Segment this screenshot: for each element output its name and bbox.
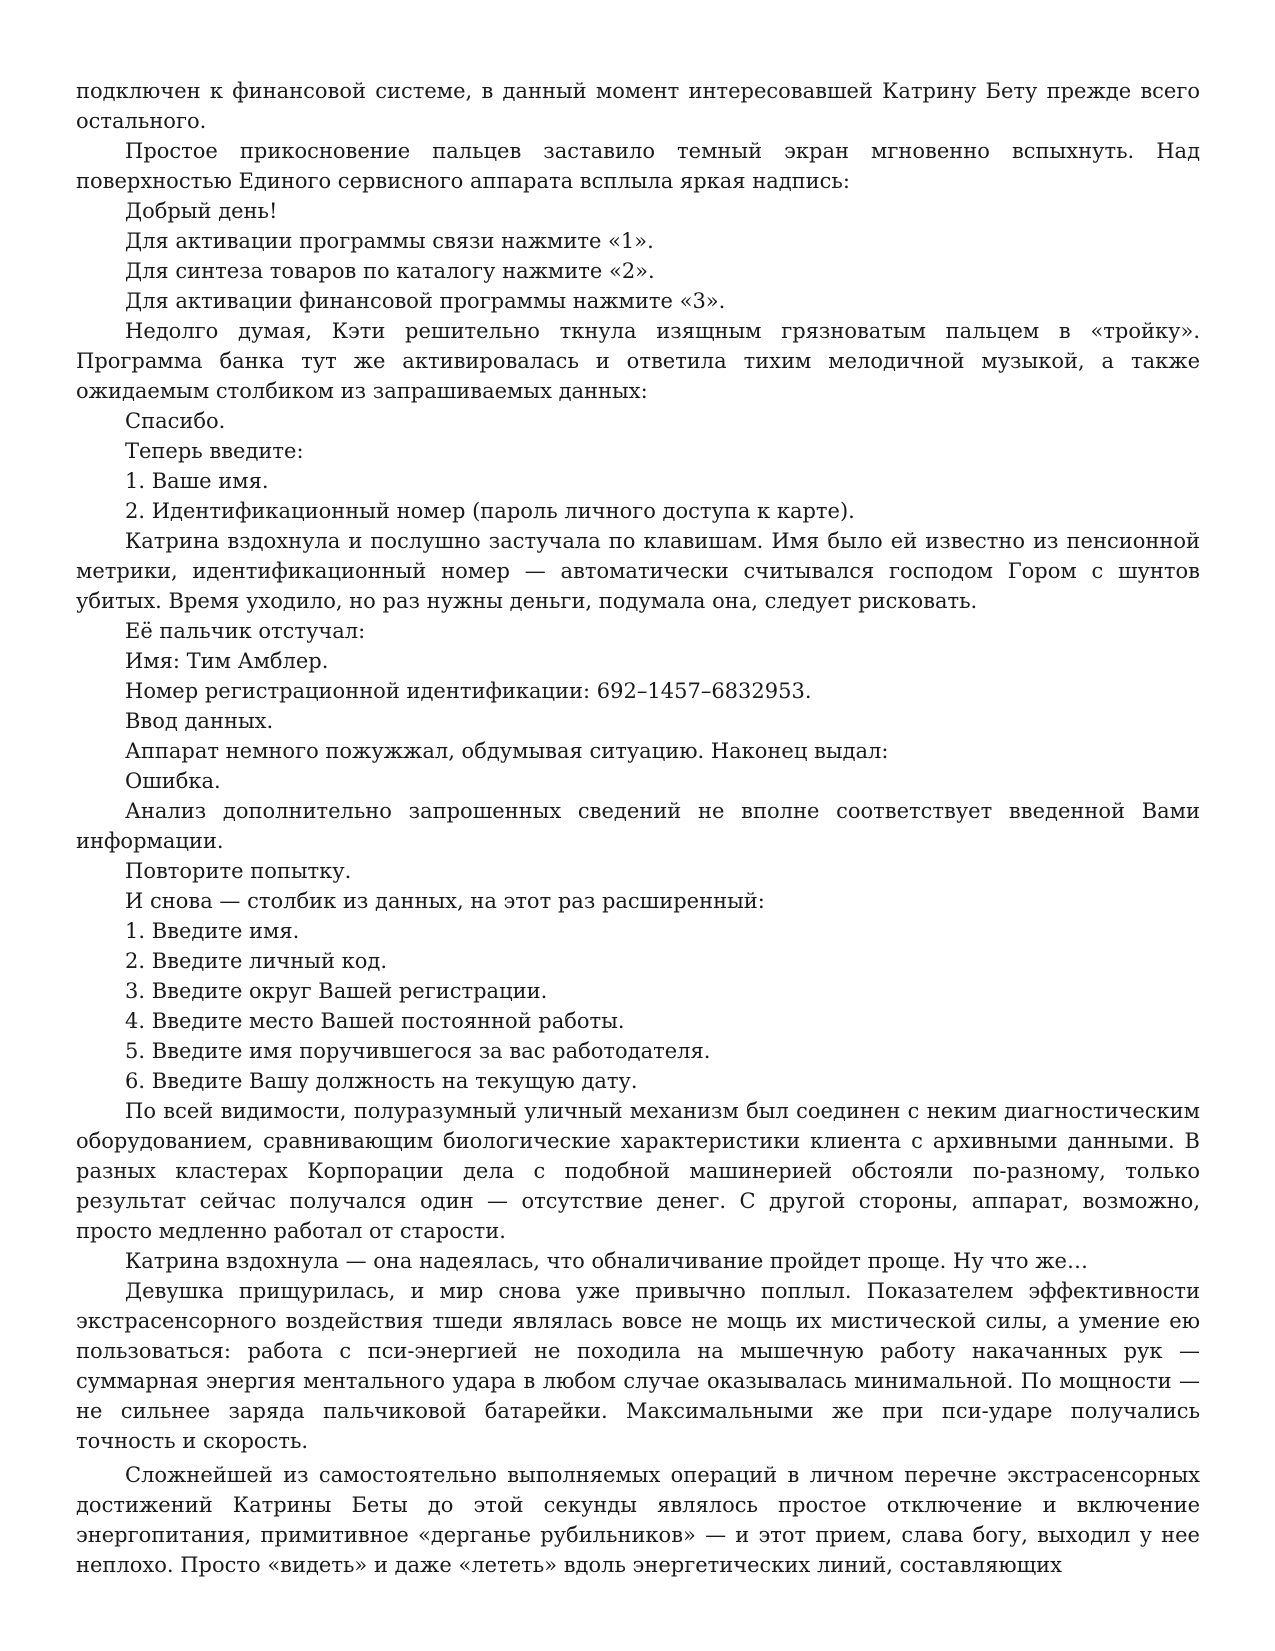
screen-message-line: Анализ дополнительно запрошенных сведений не вполне соответствует введенной Вами информации.	[76, 799, 1200, 853]
paragraph: Недолго думая, Кэти решительно ткнула изящным грязноватым пальцем в «тройку». Программа банка тут же активировалась и ответила тихим мелодичной музыкой, а также ожидаемым столбиком из запрашиваемых данных:	[76, 319, 1200, 403]
screen-message-line: Теперь введите:	[125, 439, 304, 463]
paragraph: Катрина вздохнула и послушно застучала по клавишам. Имя было ей известно из пенсионной метрики, идентификационный номер — автоматически считывался господом Гором с шунтов убитых. Время уходило, но раз нужны деньги, подумала она, следует рисковать.	[76, 529, 1200, 613]
list-item: 3. Введите округ Вашей регистрации.	[125, 979, 548, 1003]
screen-message-line: Добрый день!	[125, 199, 278, 223]
paragraph: Сложнейшей из самостоятельно выполняемых операций в личном перечне экстрасенсорных достижений Катрины Беты до этой секунды являлось простое отключение и включение энергопитания, примитивное «дерганье рубильников» — и этот прием, слава богу, выходил у нее неплохо. Просто «видеть» и даже «лететь» вдоль энергетических линий, составляющих	[76, 1463, 1200, 1577]
screen-message-line: Спасибо.	[125, 409, 226, 433]
list-item: 5. Введите имя поручившегося за вас работодателя.	[125, 1039, 711, 1063]
paragraph: Аппарат немного пожужжал, обдумывая ситуацию. Наконец выдал:	[125, 739, 889, 763]
screen-message-line: Для активации финансовой программы нажмите «3».	[125, 289, 726, 313]
screen-message-line: Номер регистрационной идентификации: 692–1457–6832953.	[125, 679, 812, 703]
paragraph: По всей видимости, полуразумный уличный механизм был соединен с неким диагностическим оборудованием, сравнивающим биологические характеристики клиента с архивными данными. В разных кластерах Корпорации дела с подобной машинерией обстояли по-разному, только результат сейчас получался один — отсутствие денег. С другой стороны, аппарат, возможно, просто медленно работал от старости.	[76, 1099, 1200, 1243]
paragraph: подключен к финансовой системе, в данный момент интересовавшей Катрину Бету прежде всего остального.	[76, 79, 1200, 133]
list-item: 6. Введите Вашу должность на текущую дату.	[125, 1069, 638, 1093]
list-item: 2. Введите личный код.	[125, 949, 388, 973]
paragraph: Девушка прищурилась, и мир снова уже привычно поплыл. Показателем эффективности экстрасенсорного воздействия тшеди являлась вовсе не мощь их мистической силы, а умение ею пользоваться: работа с пси-энергией не походила на мышечную работу накачанных рук — суммарная энергия ментального удара в любом случае оказывалась минимальной. По мощности — не сильнее заряда пальчиковой батарейки. Максимальными же при пси-ударе получались точность и скорость.	[76, 1279, 1200, 1453]
document-page	[76, 76, 1200, 1580]
screen-message-line: Для активации программы связи нажмите «1».	[125, 229, 654, 253]
screen-message-line: Ошибка.	[125, 769, 221, 793]
paragraph: Её пальчик отстучал:	[125, 619, 366, 643]
list-item: 1. Введите имя.	[125, 919, 300, 943]
paragraph: И снова — столбик из данных, на этот раз расширенный:	[125, 889, 765, 913]
screen-message-line: Повторите попытку.	[125, 859, 352, 883]
paragraph: Катрина вздохнула — она надеялась, что обналичивание пройдет проще. Ну что же…	[125, 1249, 1088, 1273]
list-item: 4. Введите место Вашей постоянной работы.	[125, 1009, 625, 1033]
screen-message-line: Имя: Тим Амблер.	[125, 649, 329, 673]
screen-message-line: Ввод данных.	[125, 709, 274, 733]
paragraph: Простое прикосновение пальцев заставило темный экран мгновенно вспыхнуть. Над поверхностью Единого сервисного аппарата всплыла яркая надпись:	[76, 139, 1200, 193]
list-item: 1. Ваше имя.	[125, 469, 269, 493]
list-item: 2. Идентификационный номер (пароль личного доступа к карте).	[125, 499, 855, 523]
screen-message-line: Для синтеза товаров по каталогу нажмите «2».	[125, 259, 655, 283]
